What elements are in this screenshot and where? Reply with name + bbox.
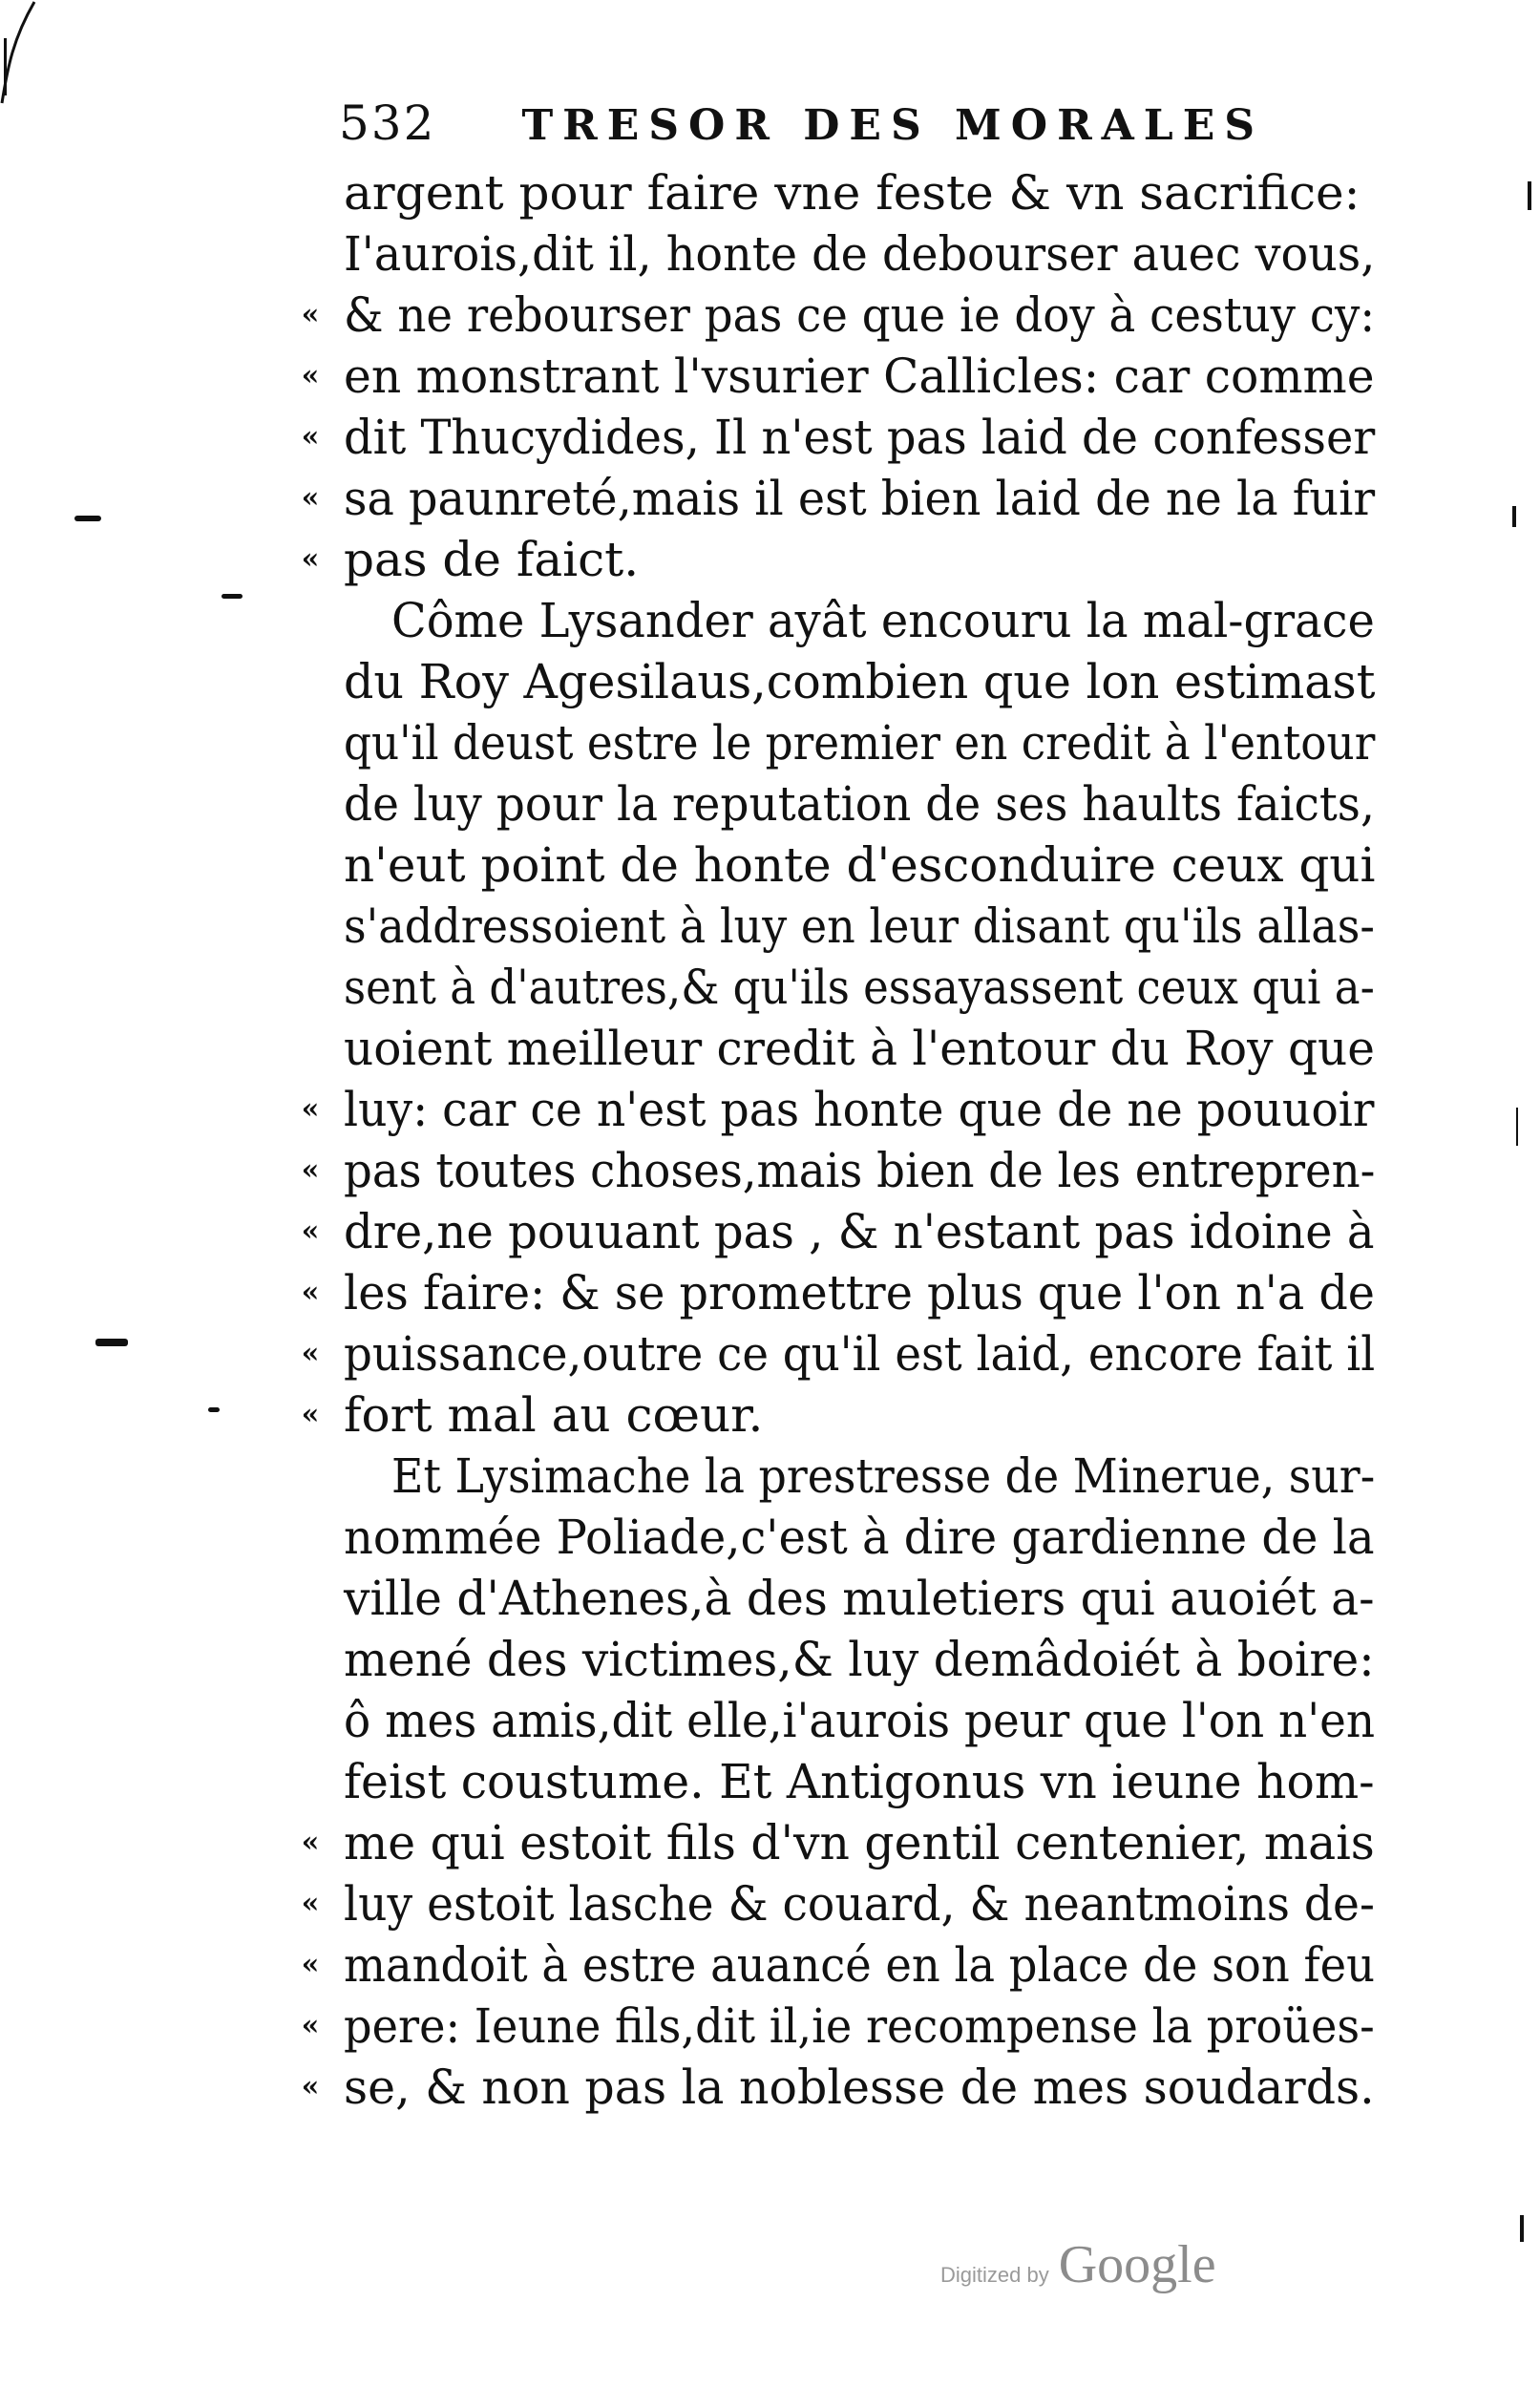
watermark-brand-logo: Google — [1058, 2235, 1216, 2294]
text-line — [286, 1934, 1384, 1996]
quote-marker: « — [301, 1948, 320, 1981]
quote-marker: « — [301, 1398, 320, 1431]
quote-marker: « — [301, 420, 320, 454]
text-line — [286, 1018, 1384, 1079]
text-line — [286, 651, 1384, 712]
text-line — [286, 1996, 1384, 2057]
line-text: ô mes amis,dit elle,i'aurois peur que l'on n'en — [344, 1693, 1376, 1748]
line-text: I'aurois,dit il, honte de debourser auec vous, — [344, 226, 1376, 282]
quote-marker: « — [301, 2009, 320, 2042]
line-text: s'addressoient à luy en leur disant qu'ils allas- — [344, 898, 1375, 954]
line-text: mandoit à estre auancé en la place de son feu — [344, 1937, 1375, 1993]
text-line — [286, 1507, 1384, 1568]
quote-marker: « — [301, 298, 320, 331]
page-header — [339, 95, 1294, 162]
line-text: & ne rebourser pas ce que ie doy à cestuy cy: — [344, 287, 1376, 343]
text-line — [286, 1140, 1384, 1201]
text-line — [286, 957, 1384, 1018]
text-line — [286, 1751, 1384, 1812]
line-text: les faire: & se promettre plus que l'on n'a de — [344, 1265, 1375, 1320]
quote-marker: « — [301, 1276, 320, 1309]
text-line — [286, 162, 1384, 223]
quote-marker: « — [301, 2070, 320, 2103]
text-line — [286, 1568, 1384, 1629]
text-line — [286, 712, 1384, 773]
margin-ink-mark — [74, 516, 101, 521]
margin-ink-mark — [95, 1339, 128, 1346]
line-text: mené des victimes,& luy demâdoiét à boire: — [344, 1632, 1375, 1687]
text-line — [286, 1629, 1384, 1690]
text-line — [286, 834, 1384, 896]
line-text: puissance,outre ce qu'il est laid, encore fait il — [344, 1326, 1376, 1382]
quote-marker: « — [301, 359, 320, 392]
line-text: dit Thucydides, Il n'est pas laid de confesser — [344, 410, 1376, 465]
text-line — [286, 1384, 1384, 1446]
text-line — [286, 285, 1384, 346]
text-line — [286, 1079, 1384, 1140]
right-edge-tick — [1516, 1108, 1518, 1146]
margin-ink-mark — [222, 594, 243, 599]
text-line — [286, 407, 1384, 468]
line-text: en monstrant l'vsurier Callicles: car comme — [344, 349, 1375, 404]
quote-marker: « — [301, 1887, 320, 1920]
quote-marker: « — [301, 1092, 320, 1126]
line-text: de luy pour la reputation de ses haults faicts, — [344, 776, 1375, 832]
line-text: du Roy Agesilaus,combien que lon estimast — [344, 654, 1376, 709]
quote-marker: « — [301, 481, 320, 515]
line-text: luy estoit lasche & couard, & neantmoins de- — [344, 1876, 1375, 1932]
left-edge-tick — [4, 38, 7, 95]
line-text: Côme Lysander ayât encouru la mal-grace — [391, 593, 1375, 648]
line-text: fort mal au cœur. — [344, 1387, 764, 1443]
line-text: pas de faict. — [344, 532, 640, 587]
margin-ink-mark — [208, 1407, 220, 1412]
text-line — [286, 896, 1384, 957]
page-number: 532 — [339, 95, 436, 151]
line-text: qu'il deust estre le premier en credit à l'entour — [344, 715, 1376, 771]
line-text: nommée Poliade,c'est à dire gardienne de la — [344, 1510, 1375, 1565]
text-line — [286, 223, 1384, 285]
line-text: n'eut point de honte d'esconduire ceux qui — [344, 837, 1376, 893]
watermark-prefix: Digitized by — [940, 2263, 1049, 2287]
line-text: Et Lysimache la prestresse de Minerue, sur- — [391, 1448, 1376, 1504]
quote-marker: « — [301, 1153, 320, 1187]
text-line — [286, 1323, 1384, 1384]
quote-marker: « — [301, 1337, 320, 1370]
text-line — [286, 773, 1384, 834]
body-text — [286, 162, 1384, 2118]
quote-marker: « — [301, 1826, 320, 1859]
text-line — [286, 468, 1384, 529]
digitized-watermark — [940, 2234, 1216, 2295]
quote-marker: « — [301, 1215, 320, 1248]
text-line — [286, 346, 1384, 407]
right-edge-tick — [1520, 2215, 1524, 2242]
line-text: luy: car ce n'est pas honte que de ne pouuoir — [344, 1082, 1375, 1137]
right-edge-tick — [1512, 506, 1516, 527]
line-text: uoient meilleur credit à l'entour du Roy que — [344, 1021, 1375, 1076]
line-text: sent à d'autres,& qu'ils essayassent ceux qui a- — [344, 960, 1375, 1015]
line-text: sa paunreté,mais il est bien laid de ne la fuir — [344, 471, 1376, 526]
line-text: dre,ne pouuant pas , & n'estant pas idoine à — [344, 1204, 1375, 1259]
right-edge-tick — [1528, 181, 1531, 210]
line-text: ville d'Athenes,à des muletiers qui auoiét a- — [344, 1571, 1375, 1626]
line-text: argent pour faire vne feste & vn sacrifice: — [344, 165, 1361, 221]
text-line — [286, 529, 1384, 590]
text-line — [286, 1812, 1384, 1873]
text-line — [286, 1201, 1384, 1262]
line-text: feist coustume. Et Antigonus vn ieune hom- — [344, 1754, 1375, 1809]
text-line — [286, 1873, 1384, 1934]
line-text: pere: Ieune fils,dit il,ie recompense la proües- — [344, 1998, 1375, 2054]
text-line — [286, 1690, 1384, 1751]
line-text: pas toutes choses,mais bien de les entrepren- — [344, 1143, 1376, 1198]
line-text: se, & non pas la noblesse de mes soudards. — [344, 2060, 1375, 2115]
line-text: me qui estoit fils d'vn gentil centenier, mais — [344, 1815, 1375, 1870]
quote-marker: « — [301, 542, 320, 576]
text-line — [286, 2057, 1384, 2118]
text-line — [286, 590, 1384, 651]
text-line — [286, 1262, 1384, 1323]
running-head: TRESOR DES MORALES — [521, 101, 1265, 150]
text-line — [286, 1446, 1384, 1507]
